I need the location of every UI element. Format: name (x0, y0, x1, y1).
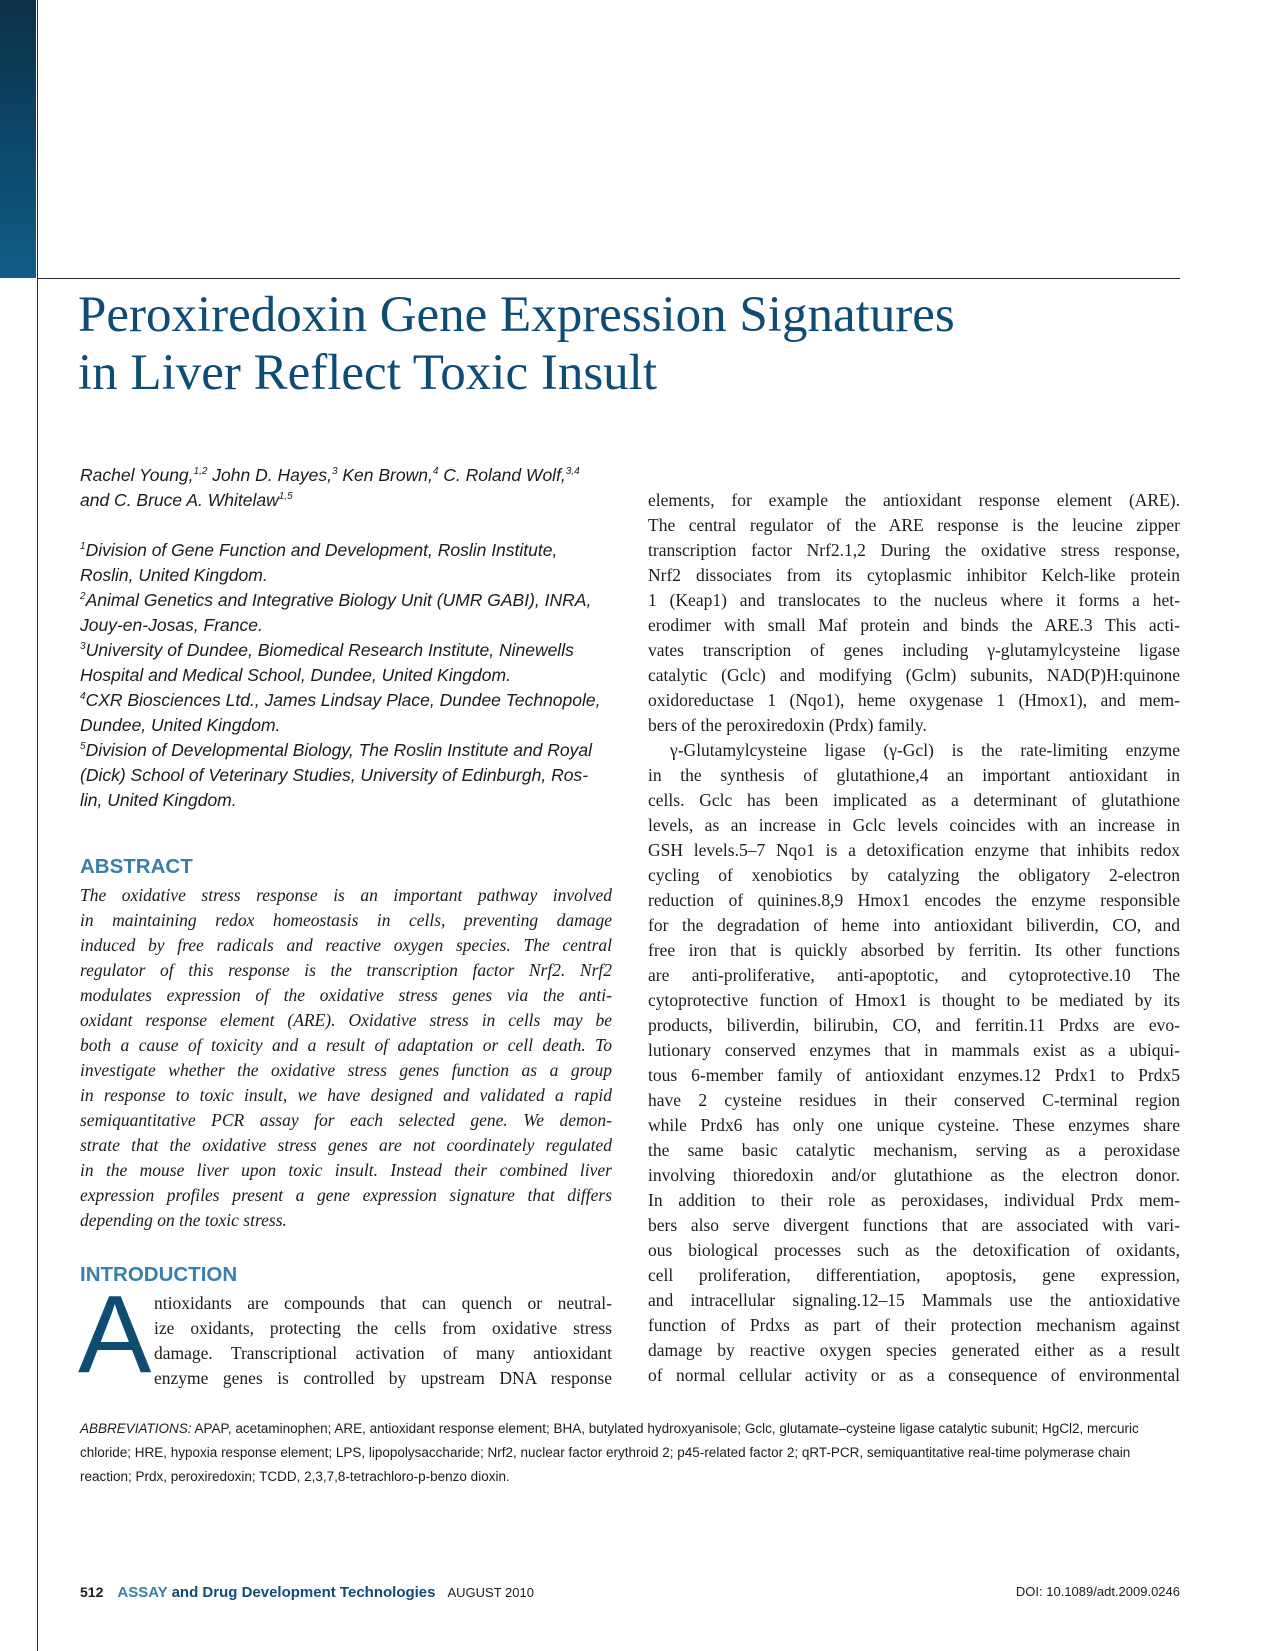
body-line: cell proliferation, differentiation, apoptosis, gene expression, (648, 1265, 1180, 1285)
affiliation-text: Division of Developmental Biology, The Roslin Institute and Royal (85, 740, 593, 760)
affiliation-line (80, 738, 612, 763)
affiliation-line: Roslin, United Kingdom. (80, 565, 268, 585)
title-line-2: in Liver Reflect Toxic Insult (78, 345, 658, 401)
abstract-line: in the mouse liver upon toxic insult. Instead their combined liver (80, 1160, 612, 1180)
page-footer (80, 1584, 1180, 1606)
affiliation-line: Hospital and Medical School, Dundee, United Kingdom. (80, 665, 511, 685)
author-name: Ken Brown, (337, 465, 433, 485)
drop-cap: A (78, 1273, 152, 1396)
abbreviations-footnote (80, 1417, 1180, 1489)
body-line: in the synthesis of glutathione,4 an important antioxidant in (648, 765, 1180, 785)
affiliation-text: University of Dundee, Biomedical Research Institute, Ninewells (85, 640, 574, 660)
body-line: levels, as an increase in Gclc levels coincides with an increase in (648, 815, 1180, 835)
affiliation-number: 5 (80, 741, 86, 752)
author-name: John D. Hayes, (207, 465, 332, 485)
doi: DOI: 10.1089/adt.2009.0246 (1015, 1584, 1180, 1599)
abstract-line: in response to toxic insult, we have designed and validated a rapid (80, 1085, 612, 1105)
author-list (80, 463, 612, 513)
body-line: 1 (Keap1) and translocates to the nucleus where it forms a het- (648, 590, 1180, 610)
margin-rule (37, 0, 38, 1651)
author-superscript: 4 (432, 466, 439, 477)
body-line: function of Prdxs as part of their protection mechanism against (648, 1315, 1180, 1335)
body-line: are anti-proliferative, anti-apoptotic, and cytoprotective.10 The (648, 965, 1180, 985)
body-line: oxidoreductase 1 (Nqo1), heme oxygenase 1 (Hmox1), and mem- (648, 690, 1180, 710)
affiliation-number: 3 (80, 641, 86, 652)
body-line: reduction of quinines.8,9 Hmox1 encodes the enzyme responsible (648, 890, 1180, 910)
body-line: erodimer with small Maf protein and binds the ARE.3 This acti- (648, 615, 1180, 635)
body-line: damage by reactive oxygen species generated either as a result (648, 1340, 1180, 1360)
affiliation-text: Animal Genetics and Integrative Biology Unit (UMR GABI), INRA, (85, 590, 592, 610)
affiliation-line: Dundee, United Kingdom. (80, 715, 281, 735)
abbreviations-text: APAP, acetaminophen; ARE, antioxidant response element; BHA, butylated hydroxyanisole; Gclc, glutamate–cysteine ligase catalytic subunit; HgCl2, mercuric chloride; HRE, hypoxia response element; LPS, lipopolysaccharide; Nrf2, nuclear factor erythroid 2; p45-related factor 2; qRT-PCR, semiquantitative real-time polymerase chain reaction; Prdx, peroxiredoxin; TCDD, 2,3,7,8-tetrachloro-p-benzo dioxin. (80, 1421, 1139, 1484)
body-line: and intracellular signaling.12–15 Mammals use the antioxidative (648, 1290, 1180, 1310)
body-line: free iron that is quickly absorbed by ferritin. Its other functions (648, 940, 1180, 960)
title-line-1: Peroxiredoxin Gene Expression Signatures (78, 287, 955, 343)
body-line: transcription factor Nrf2.1,2 During the oxidative stress response, (648, 540, 1180, 560)
abstract-line: modulates expression of the oxidative stress genes via the anti- (80, 985, 612, 1005)
body-line: of normal cellular activity or as a consequence of environmental (648, 1365, 1180, 1385)
body-line: cytoprotective function of Hmox1 is thought to be mediated by its (648, 990, 1180, 1010)
intro-line: enzyme genes is controlled by upstream DNA response (154, 1368, 612, 1388)
affiliation-line: (Dick) School of Veterinary Studies, University of Edinburgh, Ros- (80, 765, 589, 785)
affiliation-number: 2 (80, 591, 86, 602)
abstract-line: strate that the oxidative stress genes are not coordinately regulated (80, 1135, 612, 1155)
journal-name-rest: and Drug Development Technologies (167, 1584, 436, 1601)
author-superscript: 3 (331, 466, 338, 477)
affiliation-number: 1 (80, 541, 86, 552)
introduction-body (154, 1291, 612, 1391)
author-superscript: 3,4 (565, 466, 580, 477)
author-name: Rachel Young, (80, 465, 194, 485)
abstract-line: The oxidative stress response is an important pathway involved (80, 885, 612, 905)
body-line: ous biological processes such as the detoxification of oxidants, (648, 1240, 1180, 1260)
abstract-heading: ABSTRACT (80, 855, 193, 878)
body-line: while Prdx6 has only one unique cysteine. These enzymes share (648, 1115, 1180, 1135)
body-line: involving thioredoxin and/or glutathione as the electron donor. (648, 1165, 1180, 1185)
body-line: bers also serve divergent functions that are associated with vari- (648, 1215, 1180, 1235)
intro-line: ntioxidants are compounds that can quench or neutral- (154, 1293, 612, 1313)
affiliation-text: CXR Biosciences Ltd., James Lindsay Place, Dundee Technopole, (85, 690, 601, 710)
body-line: vates transcription of genes including γ-glutamylcysteine ligase (648, 640, 1180, 660)
abstract-line: depending on the toxic stress. (80, 1210, 287, 1230)
intro-line: damage. Transcriptional activation of many antioxidant (154, 1343, 612, 1363)
affiliation-text: Division of Gene Function and Development, Roslin Institute, (85, 540, 558, 560)
body-line: for the degradation of heme into antioxidant biliverdin, CO, and (648, 915, 1180, 935)
body-line: elements, for example the antioxidant response element (ARE). (648, 490, 1180, 510)
body-line: Nrf2 dissociates from its cytoplasmic inhibitor Kelch-like protein (648, 565, 1180, 585)
body-line: The central regulator of the ARE response is the leucine zipper (648, 515, 1180, 535)
body-line: cycling of xenobiotics by catalyzing the obligatory 2-electron (648, 865, 1180, 885)
affiliation-list (80, 538, 612, 813)
article-title (78, 286, 1178, 402)
author-name: C. Roland Wolf, (438, 465, 566, 485)
affiliation-line (80, 688, 612, 713)
abstract-line: investigate whether the oxidative stress genes function as a group (80, 1060, 612, 1080)
accent-bar (0, 0, 36, 278)
affiliation-line (80, 588, 612, 613)
affiliation-number: 4 (80, 691, 86, 702)
right-column-body (648, 488, 1180, 1388)
intro-line: ize oxidants, protecting the cells from oxidative stress (154, 1318, 612, 1338)
body-line: cells. Gclc has been implicated as a determinant of glutathione (648, 790, 1180, 810)
affiliation-line: lin, United Kingdom. (80, 790, 237, 810)
body-line: catalytic (Gclc) and modifying (Gclm) subunits, NAD(P)H:quinone (648, 665, 1180, 685)
affiliation-line (80, 538, 612, 563)
body-line: the same basic catalytic mechanism, serving as a peroxidase (648, 1140, 1180, 1160)
abstract-line: expression profiles present a gene expression signature that differs (80, 1185, 612, 1205)
abstract-line: regulator of this response is the transcription factor Nrf2. Nrf2 (80, 960, 612, 980)
author-name: and C. Bruce A. Whitelaw (80, 490, 279, 510)
body-line: tous 6-member family of antioxidant enzymes.12 Prdx1 to Prdx5 (648, 1065, 1180, 1085)
author-line-2 (80, 488, 612, 513)
abstract-line: induced by free radicals and reactive oxygen species. The central (80, 935, 612, 955)
body-line: In addition to their role as peroxidases, individual Prdx mem- (648, 1190, 1180, 1210)
issue-date: AUGUST 2010 (447, 1585, 534, 1600)
affiliation-line: Jouy-en-Josas, France. (80, 615, 263, 635)
abbreviations-label: ABBREVIATIONS: (80, 1421, 192, 1436)
abstract-line: in maintaining redox homeostasis in cells, preventing damage (80, 910, 612, 930)
page-number: 512 (80, 1584, 104, 1600)
abstract-line: oxidant response element (ARE). Oxidative stress in cells may be (80, 1010, 612, 1030)
body-line: GSH levels.5–7 Nqo1 is a detoxification enzyme that inhibits redox (648, 840, 1180, 860)
abstract-line: semiquantitative PCR assay for each selected gene. We demon- (80, 1110, 612, 1130)
affiliation-line (80, 638, 612, 663)
body-line: lutionary conserved enzymes that in mammals exist as a ubiqui- (648, 1040, 1180, 1060)
author-superscript: 1,5 (278, 491, 293, 502)
header-rule (37, 278, 1180, 279)
body-line: products, biliverdin, bilirubin, CO, and ferritin.11 Prdxs are evo- (648, 1015, 1180, 1035)
body-line: have 2 cysteine residues in their conserved C-terminal region (648, 1090, 1180, 1110)
body-line: γ-Glutamylcysteine ligase (γ-Gcl) is the rate-limiting enzyme (670, 740, 1180, 760)
abstract-body (80, 883, 612, 1233)
body-line: bers of the peroxiredoxin (Prdx) family. (648, 715, 927, 735)
author-superscript: 1,2 (193, 466, 208, 477)
author-line-1 (80, 463, 612, 488)
introduction-heading: INTRODUCTION (80, 1263, 238, 1286)
abstract-line: both a cause of toxicity and a result of adaptation or cell death. To (80, 1035, 612, 1055)
journal-name-assay: ASSAY (117, 1584, 168, 1601)
